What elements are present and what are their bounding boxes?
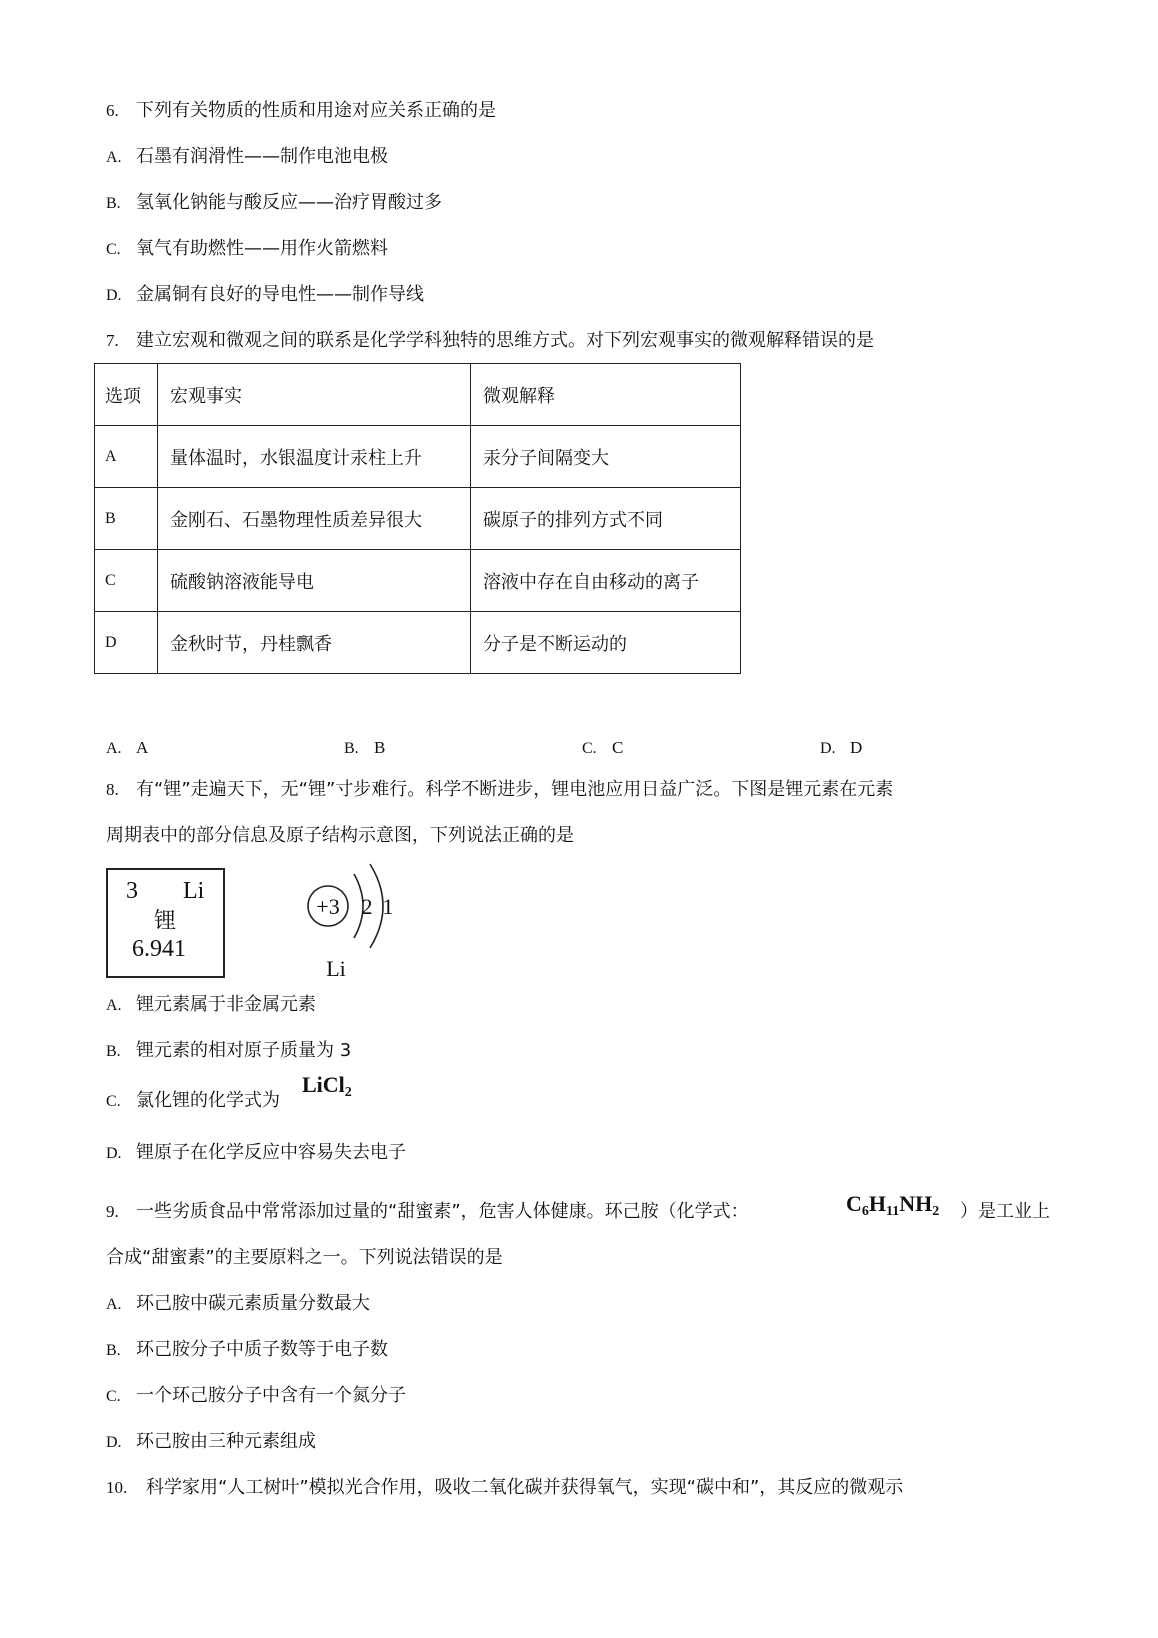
option-text: C — [612, 738, 624, 757]
table-cell: 金刚石、石墨物理性质差异很大 — [158, 488, 471, 550]
q7-stem-text: 建立宏观和微观之间的联系是化学学科独特的思维方式。对下列宏观事实的微观解释错误的是 — [136, 330, 874, 351]
q9-stem-line1-pre — [106, 1201, 749, 1223]
q8-stem-line2 — [106, 825, 574, 847]
option-letter: C. — [106, 241, 121, 258]
table-row — [95, 426, 741, 488]
nucleus-charge: +3 — [316, 894, 340, 919]
table-header-row — [95, 364, 741, 426]
q7-table — [94, 363, 741, 674]
formula-subscript: 2 — [344, 1085, 352, 1100]
table-header-cell: 宏观事实 — [158, 364, 471, 426]
table-cell: 碳原子的排列方式不同 — [471, 488, 741, 550]
table-cell: 溶液中存在自由移动的离子 — [471, 550, 741, 612]
shell1-electrons: 2 — [361, 894, 373, 919]
q8-number: 8. — [106, 780, 119, 799]
option-letter: D. — [106, 1145, 122, 1162]
option-text: 氢氧化钠能与酸反应——治疗胃酸过多 — [136, 192, 442, 213]
option-text: 锂元素属于非金属元素 — [136, 994, 316, 1015]
formula-c-sub: 6 — [861, 1204, 869, 1219]
table-cell: 汞分子间隔变大 — [471, 426, 741, 488]
option-letter: D. — [820, 740, 836, 757]
q7-answer-c — [582, 738, 623, 758]
table-cell: 硫酸钠溶液能导电 — [158, 550, 471, 612]
cyclohexylamine-formula — [846, 1191, 939, 1220]
formula-nh-sub: 2 — [932, 1204, 940, 1219]
element-symbol: Li — [183, 878, 205, 904]
q9-option-d — [106, 1431, 316, 1454]
option-letter: B. — [106, 195, 121, 212]
option-letter: C. — [106, 1093, 121, 1110]
option-letter: D. — [106, 1434, 122, 1451]
q7-answer-d — [820, 738, 862, 758]
formula-h-sub: 11 — [886, 1204, 900, 1219]
q6-option-a — [106, 146, 388, 169]
q8-option-b — [106, 1040, 351, 1063]
table-cell: C — [95, 550, 158, 612]
licl2-formula — [302, 1072, 352, 1101]
table-cell: A — [95, 426, 158, 488]
option-text: D — [850, 738, 863, 757]
table-cell: 量体温时，水银温度计汞柱上升 — [158, 426, 471, 488]
q7-number: 7. — [106, 331, 119, 350]
atom-structure-diagram — [298, 858, 418, 988]
formula-h: H — [868, 1191, 887, 1216]
q8-stem-line1 — [106, 779, 893, 801]
table-cell: D — [95, 612, 158, 674]
option-letter: B. — [106, 1342, 121, 1359]
option-text: 一个环己胺分子中含有一个氮分子 — [136, 1385, 406, 1406]
option-text: A — [136, 738, 149, 757]
q10-stem-text: 科学家用“人工树叶”模拟光合作用，吸收二氧化碳并获得氧气，实现“碳中和”，其反应的微观示 — [146, 1477, 904, 1498]
option-letter: C. — [106, 1388, 121, 1405]
atom-label: Li — [326, 956, 346, 981]
option-letter: B. — [344, 740, 359, 757]
q6-stem — [106, 100, 496, 122]
atomic-number: 3 — [126, 878, 138, 904]
table-cell: 金秋时节，丹桂飘香 — [158, 612, 471, 674]
q8-stem-text-2: 周期表中的部分信息及原子结构示意图，下列说法正确的是 — [106, 825, 574, 846]
table-header-cell: 微观解释 — [471, 364, 741, 426]
formula-c: C — [846, 1191, 862, 1216]
q7-stem — [106, 330, 874, 352]
q6-option-b — [106, 192, 442, 215]
q8-option-c — [106, 1090, 280, 1113]
periodic-table-cell — [106, 868, 225, 978]
formula-nh: NH — [899, 1191, 933, 1216]
q10-stem — [106, 1477, 903, 1499]
q9-stem-line2 — [106, 1247, 503, 1269]
q6-number: 6. — [106, 101, 119, 120]
q8-option-a — [106, 994, 316, 1017]
q8-stem-text-1: 有“锂”走遍天下，无“锂”寸步难行。科学不断进步，锂电池应用日益广泛。下图是锂元素在元素 — [136, 779, 894, 800]
option-text: 氧气有助燃性——用作火箭燃料 — [136, 238, 388, 259]
option-text: 环己胺中碳元素质量分数最大 — [136, 1293, 370, 1314]
option-letter: B. — [106, 1043, 121, 1060]
q9-number: 9. — [106, 1202, 119, 1221]
q9-option-a — [106, 1293, 370, 1316]
q9-option-c — [106, 1385, 406, 1408]
element-chinese-name: 锂 — [154, 909, 177, 934]
option-text: B — [374, 738, 386, 757]
table-row — [95, 550, 741, 612]
q9-stem-text-pre: 一些劣质食品中常常添加过量的“甜蜜素”，危害人体健康。环己胺（化学式： — [136, 1201, 749, 1222]
option-text: 环己胺由三种元素组成 — [136, 1431, 316, 1452]
option-text: 石墨有润滑性——制作电池电极 — [136, 146, 388, 167]
q9-stem-line1-post — [960, 1201, 1050, 1223]
option-letter: A. — [106, 997, 122, 1014]
q9-option-b — [106, 1339, 388, 1362]
formula-main: LiCl — [302, 1072, 345, 1097]
q9-stem-text-2: 合成“甜蜜素”的主要原料之一。下列说法错误的是 — [106, 1247, 503, 1268]
table-cell: 分子是不断运动的 — [471, 612, 741, 674]
option-letter: C. — [582, 740, 597, 757]
table-row — [95, 612, 741, 674]
option-letter: D. — [106, 287, 122, 304]
table-row — [95, 488, 741, 550]
option-letter: A. — [106, 740, 122, 757]
option-text: 氯化锂的化学式为 — [136, 1090, 280, 1111]
q10-number: 10. — [106, 1478, 128, 1497]
option-letter: A. — [106, 149, 122, 166]
q9-stem-text-post: ）是工业上 — [960, 1201, 1050, 1222]
table-cell: B — [95, 488, 158, 550]
q6-option-c — [106, 238, 388, 261]
option-text: 锂原子在化学反应中容易失去电子 — [136, 1142, 406, 1163]
option-text: 金属铜有良好的导电性——制作导线 — [136, 284, 424, 305]
option-text: 锂元素的相对原子质量为 3 — [136, 1040, 352, 1061]
table-header-cell: 选项 — [95, 364, 158, 426]
atomic-mass: 6.941 — [132, 936, 186, 962]
option-letter: A. — [106, 1296, 122, 1313]
q8-option-d — [106, 1142, 406, 1165]
q6-option-d — [106, 284, 424, 307]
shell2-electrons: 1 — [382, 894, 394, 919]
q6-stem-text: 下列有关物质的性质和用途对应关系正确的是 — [136, 100, 496, 121]
option-text: 环己胺分子中质子数等于电子数 — [136, 1339, 388, 1360]
q7-answer-a — [106, 738, 148, 758]
q7-answer-b — [344, 738, 385, 758]
